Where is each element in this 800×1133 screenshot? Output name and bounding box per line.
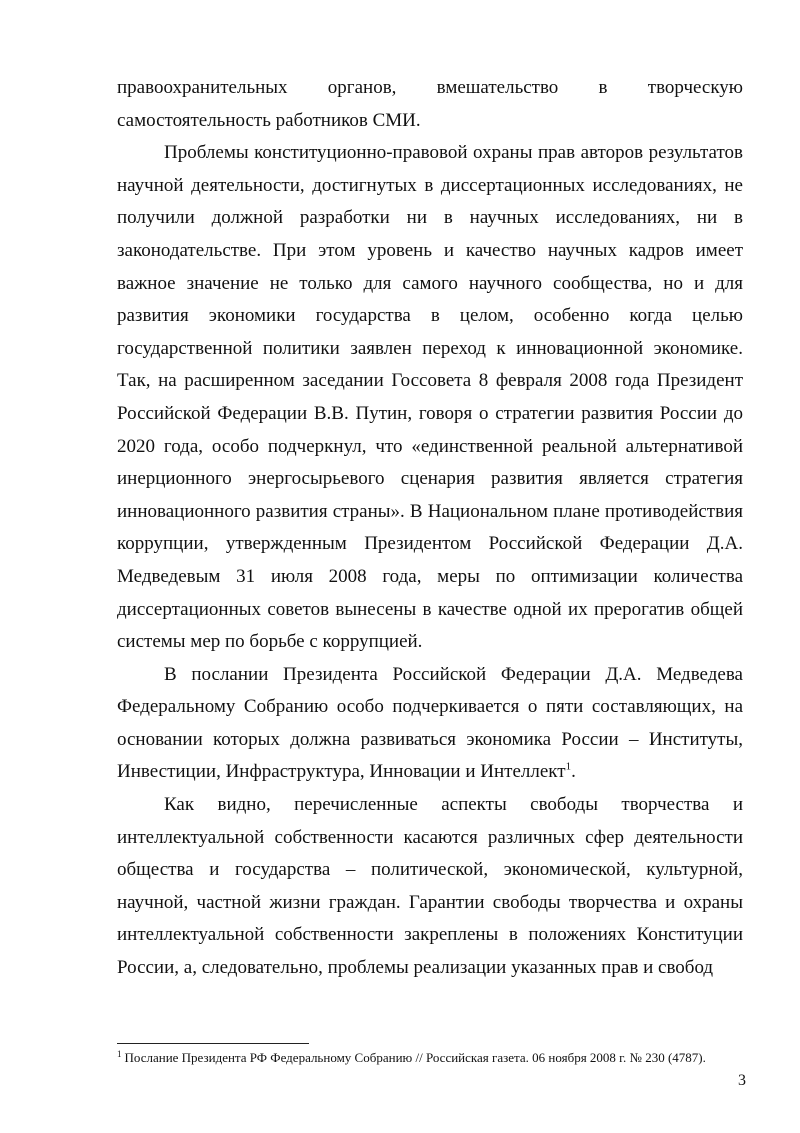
paragraph-copyright-problems (117, 137, 743, 659)
footnote-marker: 1 (117, 1048, 122, 1059)
paragraph-continuation (117, 72, 743, 137)
paragraph-conclusion (117, 789, 743, 985)
footnote (117, 1050, 743, 1066)
paragraph-text-end: . (571, 761, 576, 783)
paragraph-presidential-address (117, 659, 743, 789)
paragraph-text: правоохранительных органов, вмешательство в творческую самостоятельность работников СМИ. (117, 77, 743, 131)
body-text (117, 72, 743, 985)
paragraph-text: В послании Президента Российской Федерации Д.А. Медведева Федеральному Собранию особо подчеркивается о пяти составляющих, на основании которых должна развиваться экономика России – Институты, Инвестиции, Инфраструктура, Инновации и Интеллект (117, 663, 743, 783)
footnote-reference[interactable]: 1 (565, 761, 572, 774)
paragraph-text: Проблемы конституционно-правовой охраны прав авторов результатов научной деятельности, достигнутых в диссертационных исследованиях, не получили должной разработки ни в научных исследованиях, ни в законодательстве. При этом уровень и качество научных кадров имеет важное значение не только для самого научного сообщества, но и для развития экономики государства в целом, особенно когда целью государственной политики заявлен переход к инновационной экономике. Так, на расширенном заседании Госсовета 8 февраля 2008 года Президент Российской Федерации В.В. Путин, говоря о стратегии развития России до 2020 года, особо подчеркнул, что «единственной реальной альтернативой инерционного энергосырьевого сценария развития является стратегия инновационного развития страны». В Национальном плане противодействия коррупции, утвержденным Президентом Российской Федерации Д.А. Медведевым 31 июля 2008 года, меры по оптимизации количества диссертационных советов вынесены в качестве одной их прерогатив общей системы мер по борьбе с коррупцией. (117, 142, 743, 653)
footnote-separator (117, 1043, 309, 1044)
footnote-text: Послание Президента РФ Федеральному Собранию // Российская газета. 06 ноября 2008 г. № 230 (4787). (124, 1050, 706, 1065)
paragraph-text: Как видно, перечисленные аспекты свободы творчества и интеллектуальной собственности касаются различных сфер деятельности общества и государства – политической, экономической, культурной, научной, частной жизни граждан. Гарантии свободы творчества и охраны интеллектуальной собственности закреплены в положениях Конституции России, а, следовательно, проблемы реализации указанных прав и свобод (117, 794, 743, 979)
page-number: 3 (738, 1072, 746, 1089)
